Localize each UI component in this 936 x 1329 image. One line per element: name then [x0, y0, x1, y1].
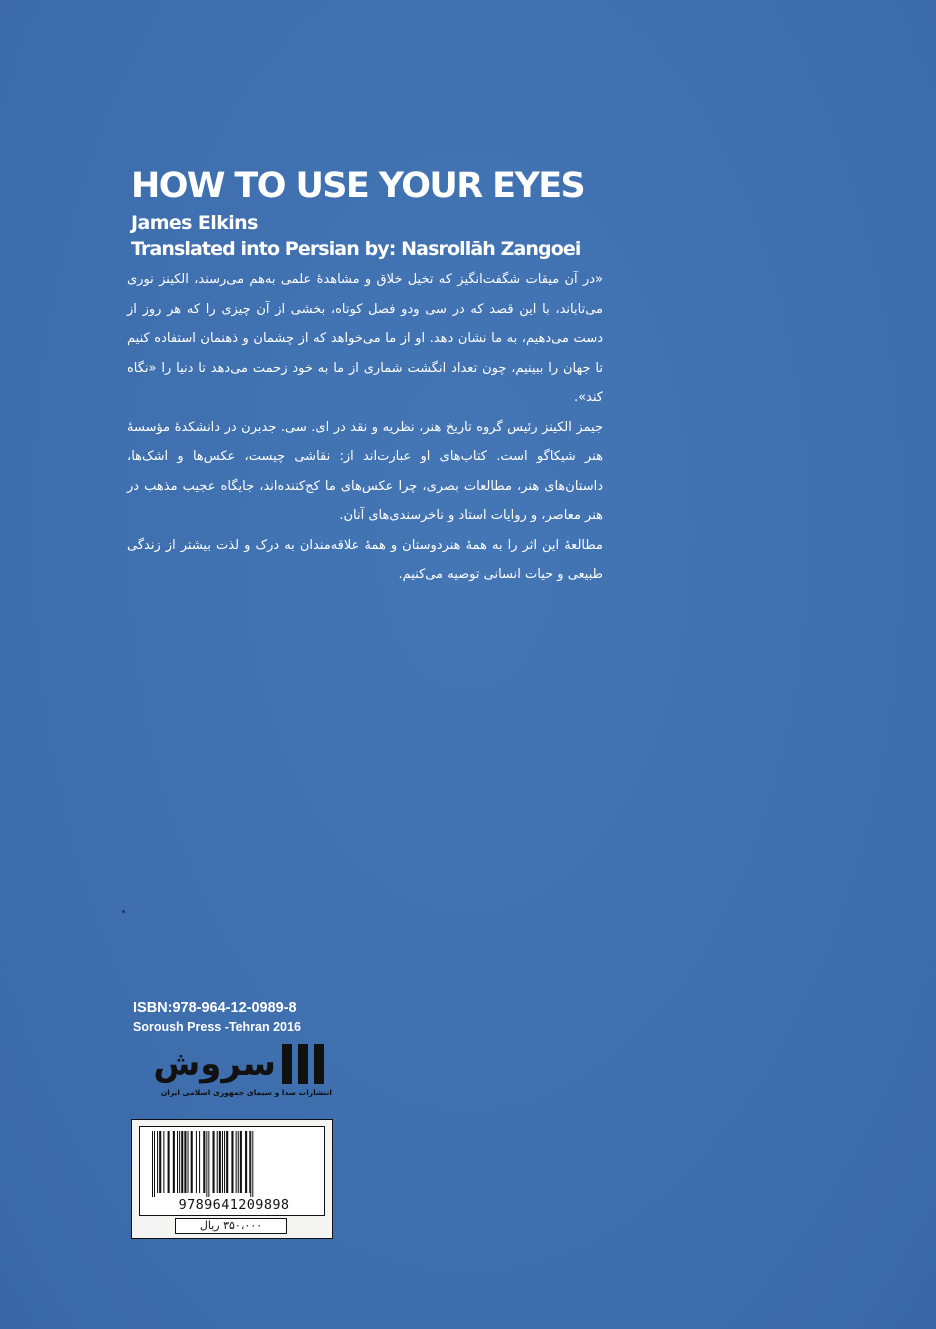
barcode-frame [139, 1126, 325, 1216]
publisher-logo [146, 1042, 332, 1108]
blurb-text [127, 265, 603, 590]
logo-subtitle: انتشارات صدا و سیمای جمهوری اسلامی ایران [160, 1088, 332, 1097]
translator-credit: Translated into Persian by: Nasrollāh Zangoei [131, 238, 581, 260]
barcode-bar [217, 1131, 218, 1193]
barcode-bar [224, 1131, 225, 1193]
blurb-paragraph: «در آن میقات شگفت‌انگیز که تخیل خلاق و مشاهدهٔ علمی به‌هم می‌رسند، الکینز نوری می‌تاباند، با این قصد که در سی ودو فصل کوتاه، بخشی از آن چیزی را که هر روز از دست می‌دهیم، به ما نشان دهد. او از ما می‌خواهد که از چشمان و ذهنمان استفاده کنیم تا جهان را ببینیم، چون تعداد انگشت شماری از ما به خود زحمت می‌دهد تا دنیا را «نگاه کند». [127, 272, 603, 405]
barcode-bar [249, 1131, 250, 1193]
barcode-bar [236, 1131, 237, 1193]
barcode-bar [199, 1131, 200, 1193]
barcode-bar [184, 1131, 186, 1193]
barcode-bar [222, 1131, 223, 1193]
print-speck [122, 910, 125, 913]
barcode-bar [213, 1131, 215, 1193]
barcode-bar [177, 1131, 178, 1193]
barcode-bar [173, 1131, 175, 1193]
barcode-bar [168, 1131, 170, 1193]
barcode-bar [206, 1131, 207, 1197]
book-title: HOW TO USE YOUR EYES [131, 166, 585, 206]
barcode-bar [157, 1131, 158, 1193]
barcode-sticker [131, 1119, 333, 1239]
barcode-bars [150, 1131, 316, 1197]
barcode-bar [179, 1131, 180, 1193]
barcode-bar [252, 1131, 253, 1197]
barcode-bar [181, 1131, 183, 1193]
blurb-paragraph: مطالعهٔ این اثر را به همهٔ هنردوستان و همهٔ علاقه‌مندان به درک و لذت بیشتر از زندگی طبیعی و حیات انسانی توصیه می‌کنیم. [127, 537, 603, 582]
barcode-bar [250, 1131, 251, 1197]
barcode-bar [219, 1131, 221, 1193]
barcode-bar [226, 1131, 228, 1193]
barcode-bar [231, 1131, 233, 1193]
barcode-bar [163, 1131, 164, 1193]
barcode-bar [191, 1131, 193, 1193]
isbn-text: ISBN:978-964-12-0989-8 [133, 1000, 297, 1016]
price-label: ۳۵۰،۰۰۰ ریال [175, 1218, 287, 1234]
barcode-bar [188, 1131, 189, 1193]
blurb-paragraph: جیمز الکینز رئیس گروه تاریخ هنر، نظریه و نقد در ای. سی. جدبرن در دانشکدهٔ مؤسسهٔ هنر شیکاگو است. کتاب‌های او عبارت‌اند از: نقاشی چیست، عکس‌ها و اشک‌ها، داستان‌های هنر، مطالعات بصری، چرا عکس‌های ما کج‌کننده‌اند، جایگاه عجیب مذهب در هنر معاصر، و روایات استاد و ناخرسندی‌های آنان. [127, 419, 603, 523]
author-name: James Elkins [131, 212, 258, 234]
barcode-bar [208, 1131, 209, 1197]
publisher-line: Soroush Press -Tehran 2016 [133, 1020, 301, 1034]
barcode-bar [152, 1131, 153, 1197]
barcode-number: 9789641209898 [146, 1197, 322, 1213]
barcode-bar [154, 1131, 155, 1197]
barcode-bar [245, 1131, 247, 1193]
barcode-bar [238, 1131, 239, 1193]
barcode-bar [240, 1131, 242, 1193]
logo-wordmark: سروش [153, 1044, 276, 1084]
barcode-bar [196, 1131, 197, 1193]
logo-bars-icon [282, 1044, 326, 1084]
barcode-bar [159, 1131, 161, 1193]
barcode-bar [203, 1131, 205, 1193]
